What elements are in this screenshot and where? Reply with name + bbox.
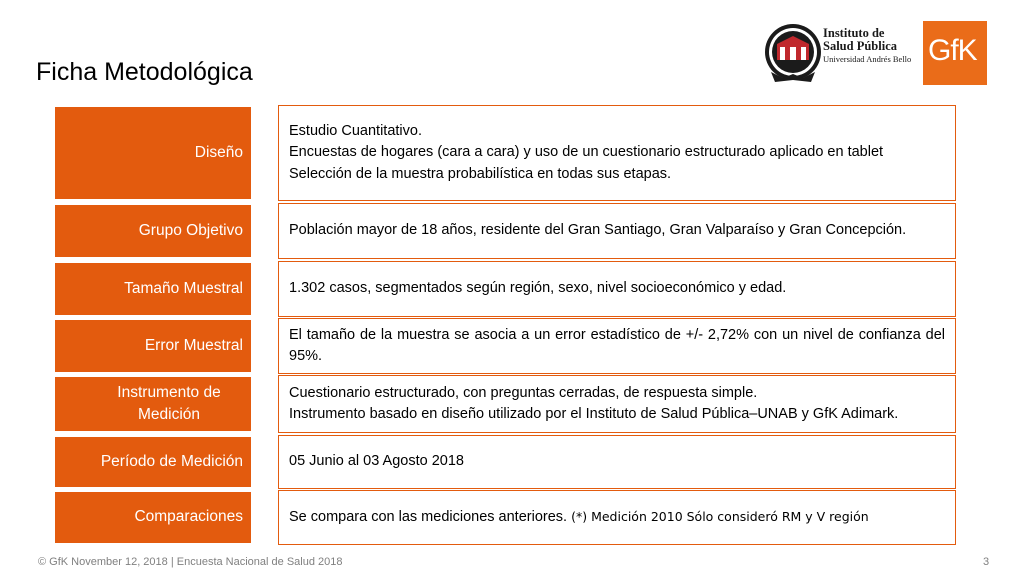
value-comparaciones — [278, 490, 956, 545]
value-diseno — [278, 105, 956, 201]
value-line: Selección de la muestra probabilística en todas sus etapas. — [289, 165, 672, 182]
value-line: Encuestas de hogares (cara a cara) y uso de un cuestionario estructurado aplicado en tablet — [289, 144, 884, 161]
label-comparaciones — [55, 492, 251, 543]
label-text: Diseño — [194, 143, 243, 161]
label-diseno — [55, 107, 251, 199]
isp-line2: Salud Pública — [823, 39, 897, 54]
value-tamano-muestral — [278, 261, 956, 317]
comparison-note: (*) Medición 2010 Sólo consideró RM y V región — [571, 508, 869, 524]
label-text: Instrumento de Medición — [117, 383, 221, 423]
label-text: Período de Medición — [100, 452, 243, 470]
page-title: Ficha Metodológica — [36, 58, 253, 86]
value-text: 1.302 casos, segmentados según región, sexo, nivel socioeconómico y edad. — [289, 280, 787, 297]
gfk-logo-text: GfK — [928, 34, 977, 67]
value-text: 05 Junio al 03 Agosto 2018 — [289, 453, 464, 470]
value-line: Cuestionario estructurado, con preguntas cerradas, de respuesta simple. — [289, 384, 758, 401]
value-instrumento — [278, 375, 956, 433]
isp-line3: Universidad Andrés Bello — [823, 54, 912, 65]
value-periodo — [278, 435, 956, 489]
label-error-muestral — [55, 320, 251, 372]
value-line: Estudio Cuantitativo. — [289, 123, 422, 140]
value-text: Se compara con las mediciones anteriores. — [289, 508, 568, 525]
value-text: Población mayor de 18 años, residente del Gran Santiago, Gran Valparaíso y Gran Concepción. — [289, 222, 907, 239]
label-instrumento — [55, 377, 251, 431]
value-text: El tamaño de la muestra se asocia a un error estadístico de +/- 2,72% con un nivel de confianza del 95%. — [289, 326, 945, 364]
label-text: Grupo Objetivo — [138, 221, 243, 239]
footer-text: © GfK November 12, 2018 | Encuesta Nacional de Salud 2018 — [38, 556, 343, 568]
isp-line1: Instituto de — [823, 26, 885, 40]
label-text: Comparaciones — [134, 508, 243, 526]
gfk-logo — [923, 21, 987, 85]
page-number: 3 — [983, 556, 990, 568]
isp-seal-logo — [763, 22, 823, 84]
label-grupo-objetivo — [55, 205, 251, 257]
value-error-muestral — [278, 318, 956, 374]
value-line: Instrumento basado en diseño utilizado por el Instituto de Salud Pública–UNAB y GfK Adimark. — [289, 406, 899, 422]
label-periodo — [55, 437, 251, 487]
label-tamano-muestral — [55, 263, 251, 315]
value-grupo-objetivo — [278, 203, 956, 259]
label-text: Tamaño Muestral — [124, 279, 243, 297]
label-text: Error Muestral — [144, 336, 243, 354]
isp-logo-text — [823, 27, 911, 64]
